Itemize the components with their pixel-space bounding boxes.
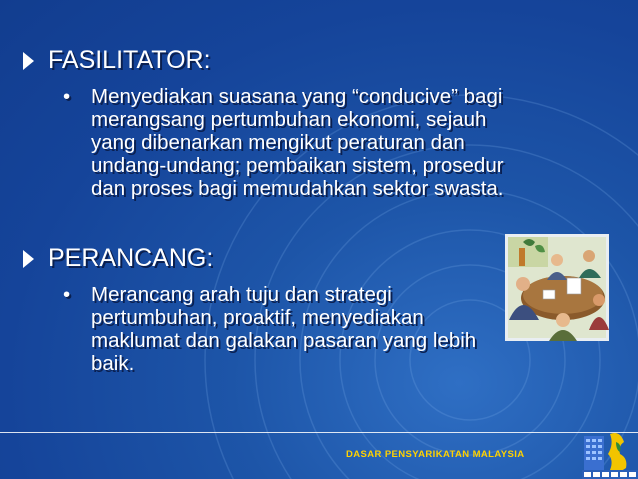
heading-label: FASILITATOR:	[48, 46, 211, 74]
bullet-line: Menyediakan suasana yang “conducive” bagi	[91, 85, 503, 108]
bullet-text	[91, 85, 504, 200]
bullet-line: yang dibenarkan mengikut peraturan dan	[91, 131, 465, 154]
bullet-text	[91, 283, 476, 375]
bullet-line: pertumbuhan, proaktif, menyediakan	[91, 306, 424, 329]
malaysia-government-logo	[582, 428, 638, 479]
heading-label: PERANCANG:	[48, 244, 214, 272]
arrowhead-bullet-icon	[23, 52, 34, 70]
bullet-line: dan proses bagi memudahkan sektor swasta.	[91, 177, 504, 200]
arrowhead-bullet-icon	[23, 250, 34, 268]
bullet-dot: •	[63, 283, 71, 306]
footer-divider	[0, 432, 638, 433]
bullet-line: maklumat dan galakan pasaran yang lebih	[91, 329, 477, 352]
footer-title: DASAR PENSYARIKATAN MALAYSIA	[346, 449, 525, 460]
business-meeting-clipart	[505, 234, 609, 341]
bullet-line: baik.	[91, 352, 135, 375]
bullet-dot: •	[63, 85, 71, 108]
bullet-line: merangsang pertumbuhan ekonomi, sejauh	[91, 108, 487, 131]
bullet-line: Merancang arah tuju dan strategi	[91, 283, 392, 306]
bullet-line: undang-undang; pembaikan sistem, prosedur	[91, 154, 504, 177]
